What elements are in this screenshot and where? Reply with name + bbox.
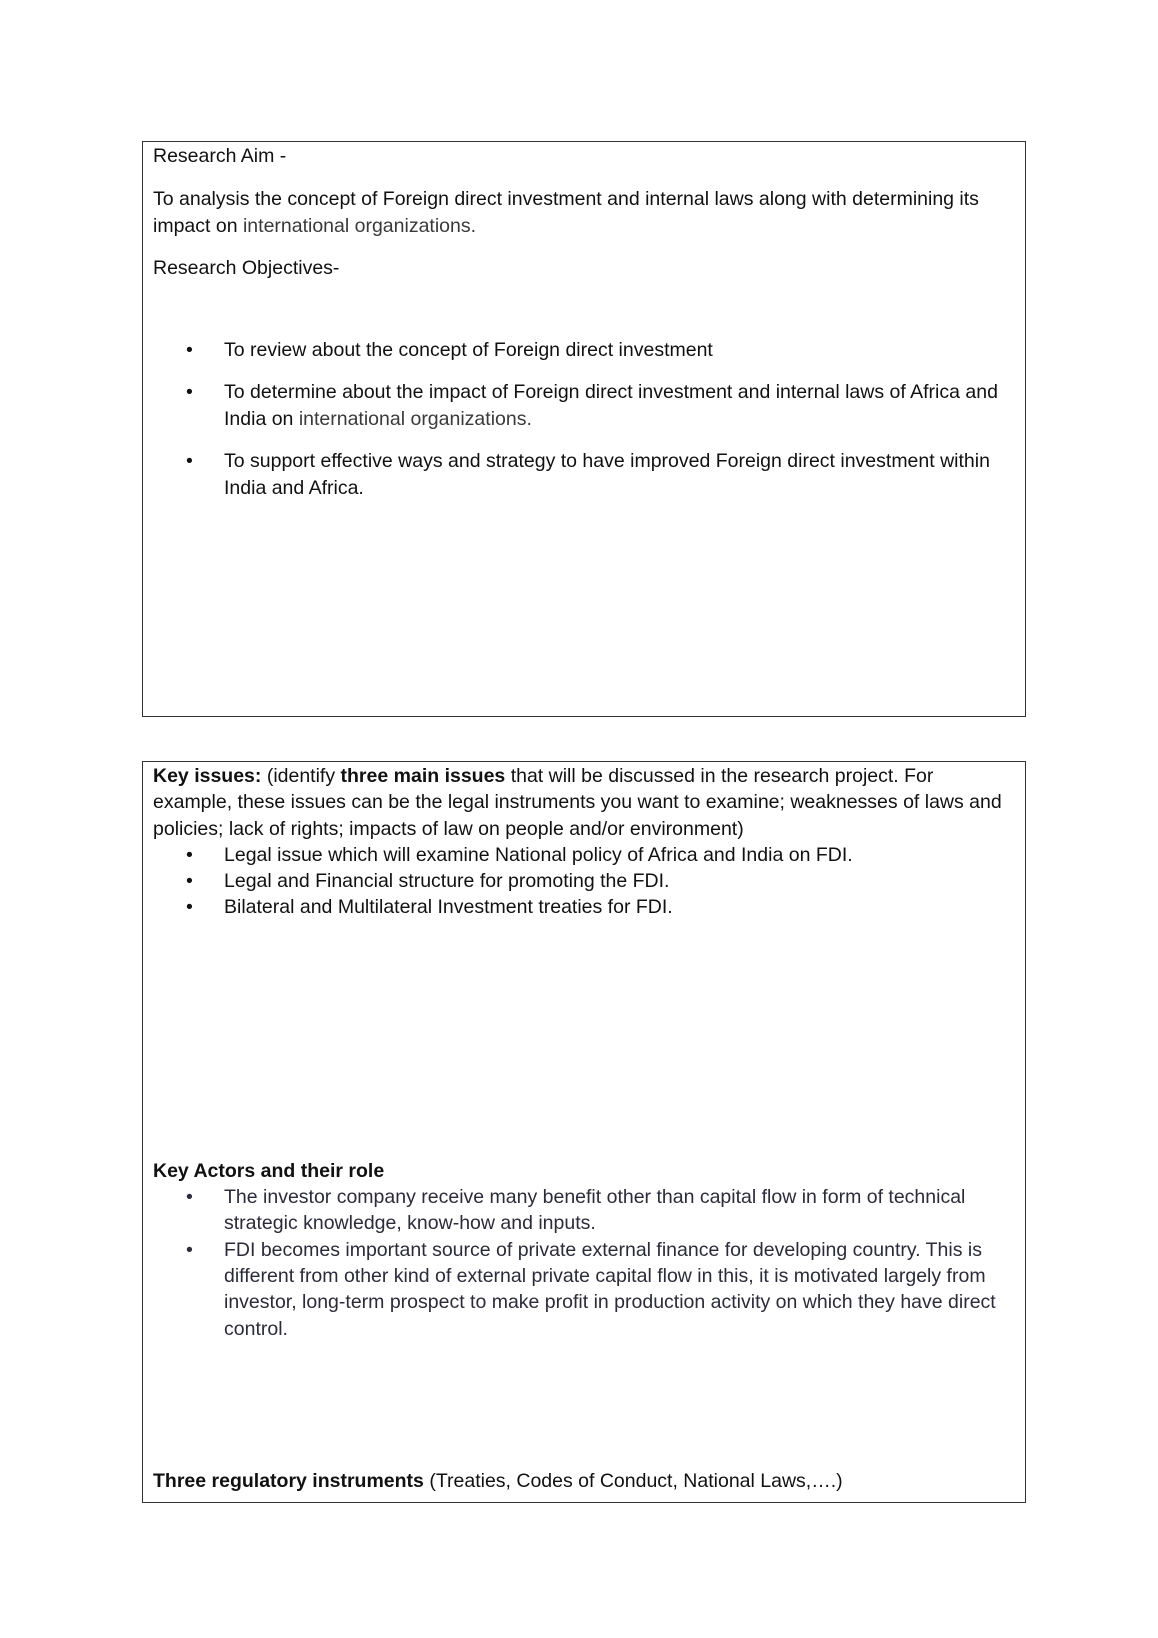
research-objectives-heading: Research Objectives- <box>153 257 340 279</box>
list-item <box>153 868 1015 894</box>
issue-text: Legal issue which will examine National policy of Africa and India on FDI. <box>224 843 853 866</box>
objective-text: To determine about the impact of Foreign direct investment and internal laws of Africa and India on <box>224 381 998 430</box>
actor-text: The investor company receive many benefit other than capital flow in form of technical strategic knowledge, know-how and inputs. <box>224 1186 966 1235</box>
key-issues-bold: three main issues <box>340 765 506 787</box>
actor-text: FDI becomes important source of private external finance for developing country. This is different from other kind of external private capital flow in this, it is motivated largely from investor, long-term prospect to make profit in production activity on which they have direct control. <box>224 1238 996 1340</box>
research-aim-box <box>142 141 1026 717</box>
bullet-icon: • <box>186 381 193 403</box>
key-issues-text: that will be discussed in the research project. For example, these issues can be the legal instruments you want to examine; weaknesses of laws and policies; lack of rights; impacts of law on people and/or environment) <box>153 765 1002 840</box>
list-item <box>153 379 1015 433</box>
objective-text-tail: international organizations. <box>298 408 532 430</box>
issue-text: Legal and Financial structure for promoting the FDI. <box>224 870 670 893</box>
bullet-icon: • <box>186 1186 193 1209</box>
regulatory-instruments <box>153 1468 1015 1494</box>
list-item <box>153 894 1015 920</box>
list-item <box>153 1237 1015 1342</box>
research-aim-text-main: To analysis the concept of Foreign direct investment and internal laws along with determining its impact on <box>153 188 979 237</box>
research-aim-text <box>153 186 1015 240</box>
bullet-icon: • <box>186 1238 193 1261</box>
research-aim-text-tail: international organizations. <box>242 215 477 237</box>
key-issues-label: Key issues: <box>153 765 262 787</box>
bullet-icon: • <box>186 843 193 866</box>
bullet-icon: • <box>186 450 193 472</box>
objective-text: To review about the concept of Foreign direct investment <box>224 339 713 361</box>
bullet-icon: • <box>186 870 193 893</box>
list-item <box>153 842 1015 868</box>
list-item <box>153 448 1015 502</box>
list-item <box>153 1184 1015 1237</box>
key-issues-box <box>142 761 1026 1503</box>
key-actors-heading <box>153 1158 1015 1184</box>
bullet-icon: • <box>186 339 193 361</box>
key-issues-text: (identify <box>261 765 341 787</box>
research-aim-heading: Research Aim - <box>153 145 287 167</box>
key-issues-intro <box>153 763 1015 842</box>
objectives-list <box>153 337 1015 502</box>
issues-list <box>153 842 1015 921</box>
objective-text: To support effective ways and strategy to have improved Foreign direct investment within India and Africa. <box>224 450 990 499</box>
key-actors-label: Key Actors and their role <box>153 1159 385 1182</box>
instruments-label: Three regulatory instruments <box>153 1469 424 1492</box>
bullet-icon: • <box>186 896 193 919</box>
issue-text: Bilateral and Multilateral Investment treaties for FDI. <box>224 896 673 919</box>
actors-list <box>153 1184 1015 1342</box>
instruments-text: (Treaties, Codes of Conduct, National Laws,….) <box>423 1469 843 1492</box>
list-item <box>153 337 1015 364</box>
